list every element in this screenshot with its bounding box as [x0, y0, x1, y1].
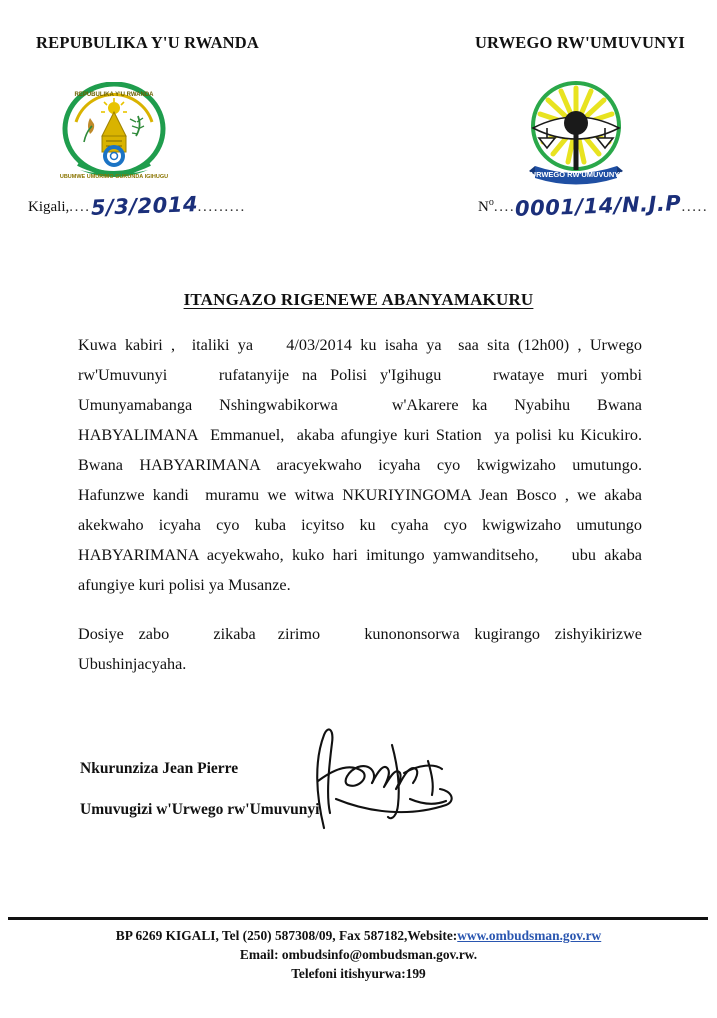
ombudsman-logo-icon	[513, 78, 639, 186]
reference-value: 0001/14/N.J.P	[514, 191, 682, 221]
footer-contact-line	[0, 926, 717, 945]
document-header	[0, 33, 717, 59]
rwanda-coat-of-arms-icon	[56, 82, 172, 182]
footer-website-link[interactable]: www.ombudsman.gov.rw	[457, 928, 602, 943]
svg-text:URWEGO RW'UMUVUNYI: URWEGO RW'UMUVUNYI	[530, 170, 622, 179]
header-title-right: URWEGO RW'UMUVUNYI	[474, 33, 685, 52]
body-paragraph: Kuwa kabiri , italiki ya 4/03/2014 ku isaha ya saa sita (12h00) , Urwego rw'Umuvunyi rufatanyije na Polisi y'Igihugu rwataye muri yombi Umunyamabanga Nshingwabikorwa w'Akarere ka Nyabihu Bwana HABYALIMANA Emmanuel, akaba afungiye kuri Station ya polisi ku Kicukiro. Bwana HABYARIMANA aracyekwaho icyaha cyo kwigwizaho umutungo. Hafunzwe kandi muramu we witwa NKURIYINGOMA Jean Bosco , we akaba akekwaho icyaha cyo kuba icyitso ku cyaha cyo kwigwizaho umutungo HABYARIMANA acyekwaho, kuko hari imitungo yamwanditseho, ubu akaba afungiye kuri polisi ya Musanze.	[78, 336, 647, 594]
reference-number	[478, 191, 709, 221]
signatory-name: Nkurunziza Jean Pierre	[80, 760, 239, 777]
reference-label: N	[478, 199, 489, 215]
svg-text:UBUMWE UMURIMO GUKUNDA IGIHU: UBUMWE UMURIMO GUKUNDA IGIHUGU	[59, 174, 169, 180]
footer-email-line: Email: ombudsinfo@ombudsman.gov.rw.	[239, 947, 478, 962]
dateline	[28, 192, 246, 220]
reference-label-superscript: o	[488, 197, 494, 208]
header-title-left: REPUBULIKA Y'U RWANDA	[36, 33, 260, 52]
body-paragraph: Dosiye zabo zikaba zirimo kunononsorwa kugirango zishyikirizwe Ubushinjacyaha.	[78, 625, 647, 673]
page-title-text: ITANGAZO RIGENEWE ABANYAMAKURU	[183, 290, 534, 309]
handwritten-signature-icon	[300, 725, 470, 830]
page-title	[0, 290, 717, 310]
reference-leading-dots: ....	[493, 199, 516, 215]
footer-tollfree-line: Telefoni itishyurwa:199	[291, 966, 426, 981]
dateline-value: 5/3/2014	[90, 192, 199, 220]
document-footer	[0, 926, 717, 983]
footer-address-text: BP 6269 KIGALI, Tel (250) 587308/09, Fax 587182,Website:	[115, 928, 458, 943]
reference-trailing-dots: .....	[681, 199, 709, 215]
dateline-label: Kigali,	[28, 199, 70, 215]
signatory-role: Umuvugizi w'Urwego rw'Umuvunyi	[80, 801, 320, 818]
svg-text:REPUBULIKA Y'U RWANDA: REPUBULIKA Y'U RWANDA	[74, 92, 154, 98]
dateline-trailing-dots: .........	[197, 199, 246, 215]
dateline-leading-dots: ....	[69, 199, 91, 215]
document-body	[78, 330, 647, 679]
footer-divider	[8, 917, 708, 920]
